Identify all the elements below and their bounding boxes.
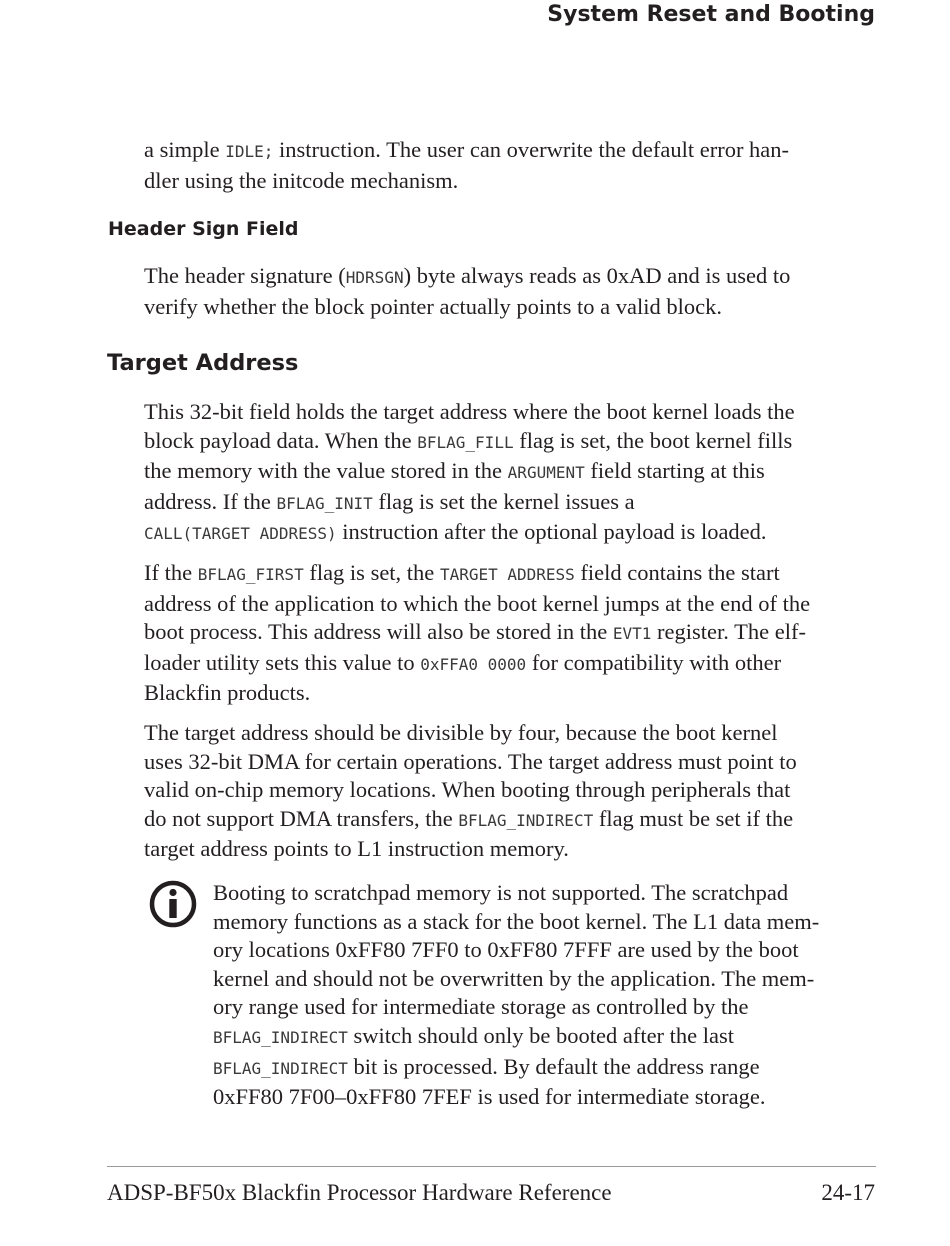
- code-term: BFLAG_FILL: [417, 432, 514, 452]
- text-run: field contains the start: [574, 560, 780, 585]
- text-line: This 32-bit field holds the target address where the boot kernel loads the: [144, 399, 795, 424]
- text-run: the memory with the value stored in the: [144, 458, 508, 484]
- code-term: ARGUMENT: [507, 463, 585, 483]
- text-line: ory range used for intermediate storage as controlled by the: [213, 994, 749, 1020]
- code-term: BFLAG_FIRST: [197, 565, 304, 584]
- text-line: The target address should be divisible by four, because the boot kernel: [144, 720, 778, 745]
- text-line: ory locations 0xFF80 7FF0 to 0xFF80 7FFF are used by the boot: [213, 937, 799, 963]
- section-heading-target-address: Target Address: [107, 350, 299, 376]
- text-line: [144, 559, 879, 590]
- text-run: ) byte always reads as 0xAD and is used to: [403, 263, 791, 288]
- section-heading-header-sign: Header Sign Field: [108, 218, 299, 240]
- text-run: flag must be set if the: [593, 805, 794, 831]
- text-run: field starting at this: [584, 458, 765, 484]
- target-address-paragraph-2: [144, 559, 879, 708]
- target-address-paragraph-1: [144, 398, 879, 549]
- code-term: 0xFFA0 0000: [420, 654, 527, 674]
- code-term: CALL(TARGET ADDRESS): [144, 524, 337, 544]
- info-icon: [148, 879, 198, 929]
- text-run: boot process. This address will also be stored in the: [144, 619, 613, 645]
- text-line: [213, 1053, 883, 1084]
- text-line: Blackfin products.: [144, 680, 311, 706]
- text-line: [144, 457, 879, 488]
- text-line: [144, 518, 879, 549]
- text-line: [144, 488, 879, 519]
- text-run: switch should only be booted after the last: [347, 1022, 735, 1048]
- code-term: TARGET ADDRESS: [439, 565, 575, 584]
- text-run: If the: [144, 560, 198, 585]
- text-line: [144, 805, 879, 836]
- text-run: address. If the: [144, 488, 277, 514]
- footer-book-title: ADSP-BF50x Blackfin Processor Hardware Reference: [107, 1180, 612, 1205]
- code-term: IDLE;: [225, 142, 274, 161]
- text-line: 0xFF80 7F00–0xFF80 7FEF is used for intermediate storage.: [213, 1084, 766, 1110]
- text-run: flag is set, the boot kernel fills: [513, 427, 793, 453]
- text-run: do not support DMA transfers, the: [144, 805, 459, 831]
- text-line: Booting to scratchpad memory is not supported. The scratchpad: [213, 880, 789, 905]
- footer-page-number: 24-17: [821, 1180, 875, 1205]
- code-term: BFLAG_INDIRECT: [458, 810, 594, 830]
- text-line: [144, 649, 879, 680]
- text-line: [213, 1022, 883, 1053]
- text-line: [144, 262, 879, 293]
- text-line: kernel and should not be overwritten by the application. The mem-: [213, 965, 815, 991]
- intro-paragraph: [144, 136, 879, 195]
- text-line: valid on-chip memory locations. When booting through peripherals that: [144, 777, 791, 803]
- code-term: HDRSGN: [345, 268, 404, 287]
- code-term: EVT1: [612, 624, 652, 644]
- text-run: a simple: [144, 137, 226, 162]
- text-line: dler using the initcode mechanism.: [144, 167, 459, 193]
- text-run: flag is set, the: [303, 560, 440, 585]
- text-run: instruction after the optional payload is loaded.: [336, 519, 767, 545]
- text-run: loader utility sets this value to: [144, 649, 421, 675]
- code-term: BFLAG_INDIRECT: [213, 1027, 348, 1047]
- footer-divider: [107, 1166, 876, 1167]
- text-line: address of the application to which the boot kernel jumps at the end of the: [144, 590, 811, 616]
- text-line: target address points to L1 instruction memory.: [144, 836, 569, 862]
- note-paragraph: [213, 879, 883, 1112]
- code-term: BFLAG_INDIRECT: [213, 1058, 348, 1078]
- text-run: bit is processed. By default the address range: [347, 1053, 760, 1079]
- target-address-paragraph-3: [144, 719, 879, 864]
- text-run: instruction. The user can overwrite the default error han-: [273, 137, 790, 162]
- text-line: [144, 618, 879, 649]
- text-line: [144, 136, 879, 167]
- text-run: register. The elf-: [651, 619, 806, 645]
- text-run: flag is set the kernel issues a: [372, 488, 635, 514]
- text-run: block payload data. When the: [144, 427, 418, 453]
- text-run: The header signature (: [144, 263, 346, 288]
- text-run: for compatibility with other: [526, 649, 782, 675]
- text-line: verify whether the block pointer actually points to a valid block.: [144, 293, 722, 319]
- chapter-title: System Reset and Booting: [547, 2, 875, 27]
- text-line: [144, 427, 879, 458]
- text-line: uses 32-bit DMA for certain operations. The target address must point to: [144, 748, 797, 774]
- text-line: memory functions as a stack for the boot kernel. The L1 data mem-: [213, 908, 820, 934]
- code-term: BFLAG_INIT: [276, 493, 373, 513]
- header-sign-paragraph: [144, 262, 879, 321]
